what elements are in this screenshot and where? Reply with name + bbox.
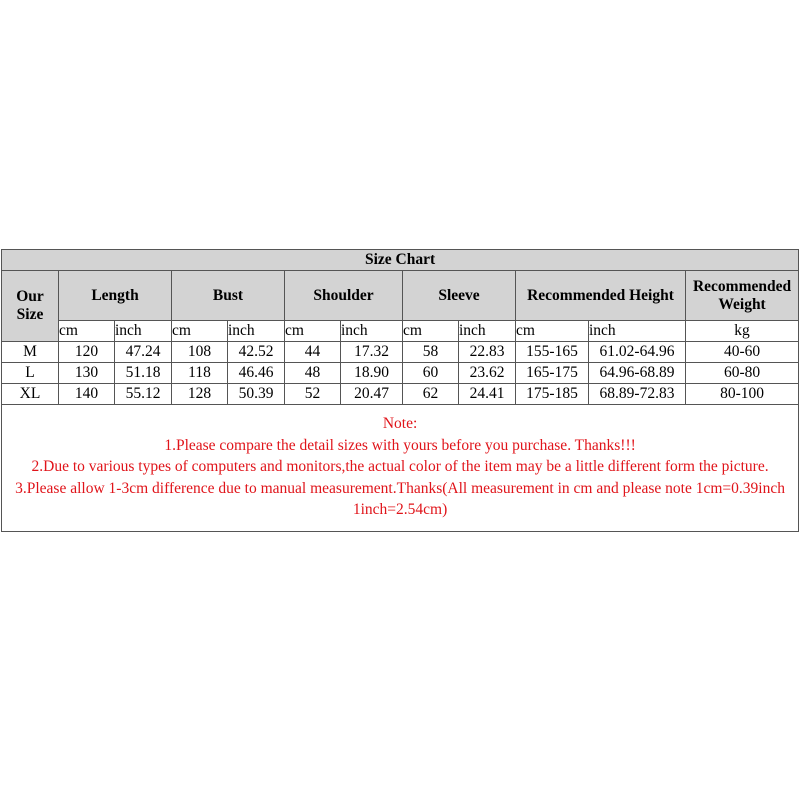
unit-cell: inch <box>228 321 285 342</box>
unit-cell: inch <box>459 321 516 342</box>
size-chart <box>1 249 798 532</box>
unit-cell: cm <box>59 321 115 342</box>
value-cell: 42.52 <box>228 342 285 363</box>
value-cell: 108 <box>172 342 228 363</box>
size-cell: M <box>2 342 59 363</box>
title-row <box>2 250 799 271</box>
value-cell: 60 <box>403 363 459 384</box>
chart-title: Size Chart <box>2 250 799 271</box>
value-cell: 51.18 <box>115 363 172 384</box>
value-cell: 23.62 <box>459 363 516 384</box>
value-cell: 120 <box>59 342 115 363</box>
value-cell: 62 <box>403 384 459 405</box>
header-sleeve: Sleeve <box>403 271 516 321</box>
value-cell: 140 <box>59 384 115 405</box>
table-row <box>2 384 799 405</box>
header-size: Our Size <box>2 271 59 342</box>
note-line: 2.Due to various types of computers and monitors,the actual color of the item may be a little different form the picture. <box>31 458 769 475</box>
header-height: Recommended Height <box>516 271 686 321</box>
value-cell: 155-165 <box>516 342 589 363</box>
header-shoulder: Shoulder <box>285 271 403 321</box>
unit-cell: cm <box>403 321 459 342</box>
value-cell: 46.46 <box>228 363 285 384</box>
value-cell: 52 <box>285 384 341 405</box>
value-cell: 17.32 <box>341 342 403 363</box>
note-line: 1.Please compare the detail sizes with yours before you purchase. Thanks!!! <box>164 436 636 454</box>
size-chart-table <box>1 249 799 532</box>
header-length: Length <box>59 271 172 321</box>
unit-cell: inch <box>115 321 172 342</box>
note-line: 3.Please allow 1-3cm difference due to manual measurement.Thanks(All measurement in cm and please note 1cm=0.39inch 1inch=2.54cm) <box>15 479 785 518</box>
unit-cell: cm <box>516 321 589 342</box>
value-cell: 175-185 <box>516 384 589 405</box>
value-cell: 68.89-72.83 <box>589 384 686 405</box>
value-cell: 165-175 <box>516 363 589 384</box>
value-cell: 47.24 <box>115 342 172 363</box>
unit-cell: cm <box>285 321 341 342</box>
value-cell: 118 <box>172 363 228 384</box>
size-cell: XL <box>2 384 59 405</box>
value-cell: 130 <box>59 363 115 384</box>
table-row <box>2 363 799 384</box>
unit-cell: inch <box>589 321 686 342</box>
note-cell <box>2 405 799 532</box>
unit-cell: kg <box>686 321 799 342</box>
value-cell: 20.47 <box>341 384 403 405</box>
unit-cell: cm <box>172 321 228 342</box>
value-cell: 44 <box>285 342 341 363</box>
value-cell: 60-80 <box>686 363 799 384</box>
value-cell: 55.12 <box>115 384 172 405</box>
value-cell: 80-100 <box>686 384 799 405</box>
value-cell: 128 <box>172 384 228 405</box>
value-cell: 58 <box>403 342 459 363</box>
note-row <box>2 405 799 532</box>
value-cell: 18.90 <box>341 363 403 384</box>
header-row <box>2 271 799 321</box>
table-row <box>2 342 799 363</box>
unit-row <box>2 321 799 342</box>
value-cell: 22.83 <box>459 342 516 363</box>
value-cell: 24.41 <box>459 384 516 405</box>
value-cell: 61.02-64.96 <box>589 342 686 363</box>
unit-cell: inch <box>341 321 403 342</box>
value-cell: 48 <box>285 363 341 384</box>
value-cell: 40-60 <box>686 342 799 363</box>
value-cell: 50.39 <box>228 384 285 405</box>
note-title: Note: <box>382 415 418 432</box>
header-weight: Recommended Weight <box>686 271 799 321</box>
header-bust: Bust <box>172 271 285 321</box>
size-cell: L <box>2 363 59 384</box>
value-cell: 64.96-68.89 <box>589 363 686 384</box>
